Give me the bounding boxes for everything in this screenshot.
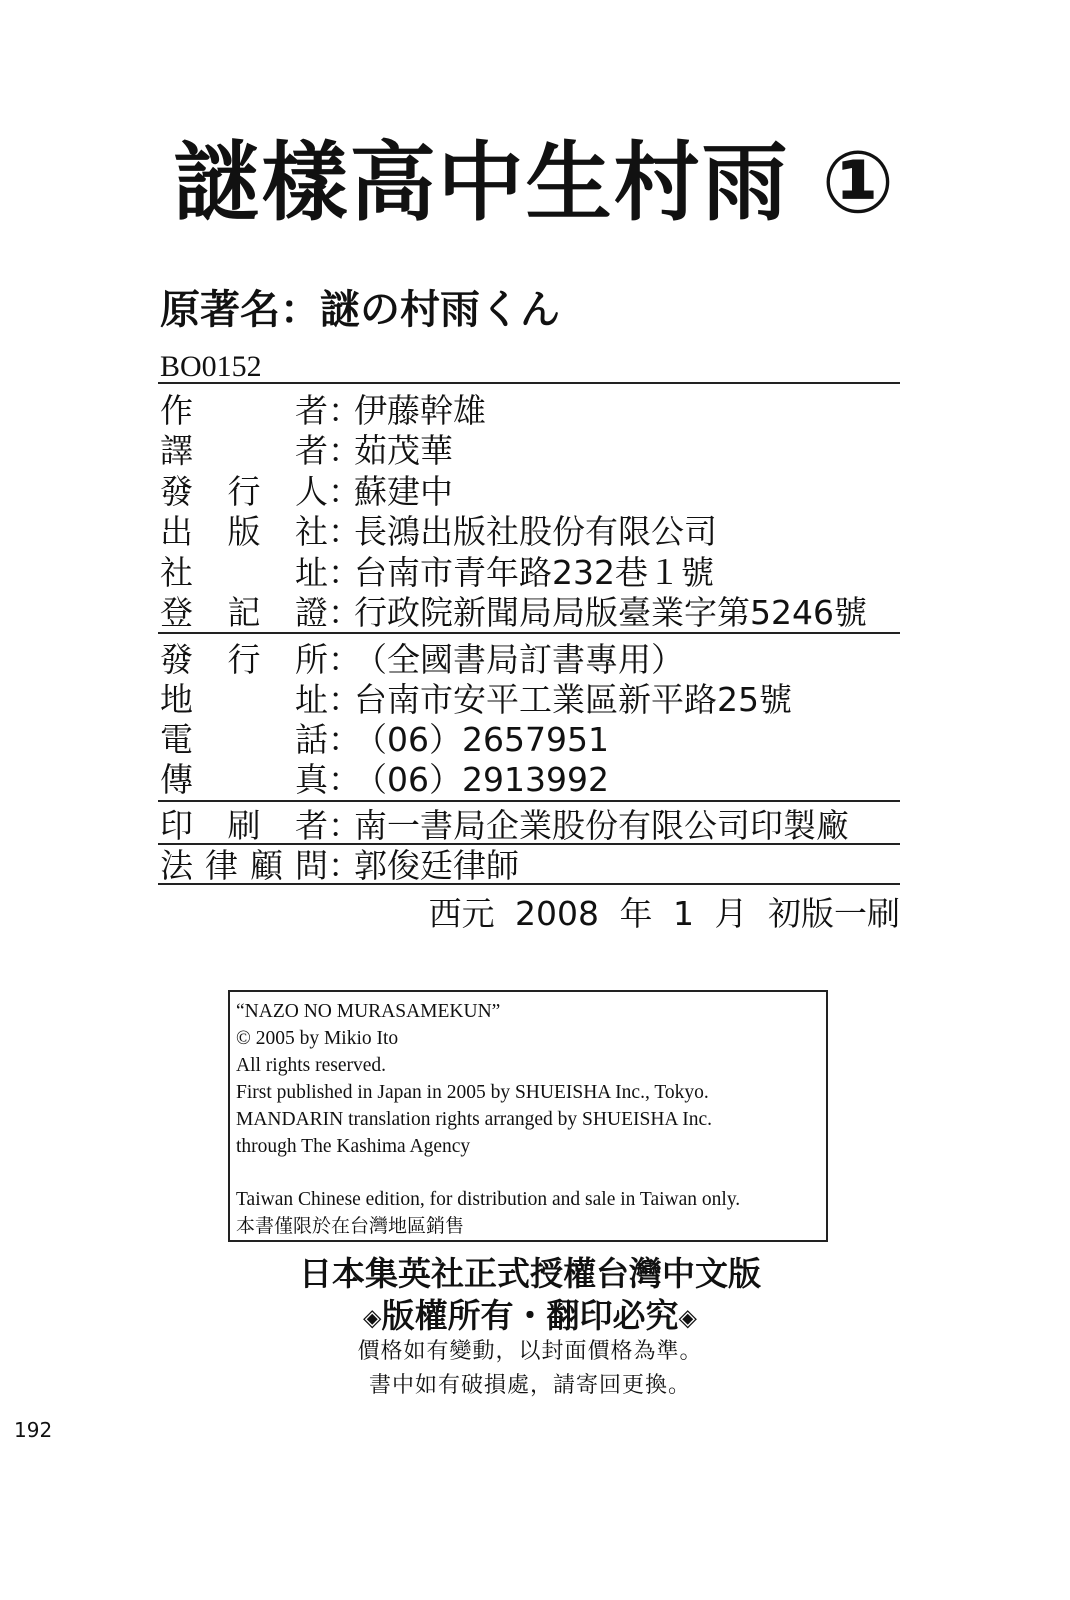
colon: ： [328,390,361,430]
info-value: 南一書局企業股份有限公司印製廠 [354,805,849,845]
colon: ： [328,431,361,470]
info-row [160,429,453,469]
info-row [160,469,453,509]
info-label: 印 刷 者 [160,805,328,845]
damage-notice: 書中如有破損處，請寄回更換。 [368,1373,691,1398]
colon: ： [328,471,361,511]
copyright-line: MANDARIN translation rights arranged by SHUEISHA Inc. [236,1109,713,1130]
info-label: 出 版 社 [160,512,328,551]
info-label: 法 律 顧 問 [160,845,328,885]
book-code: BO0152 [160,350,262,383]
colon: ： [328,552,361,592]
diamond-bullet-icon: ◈ [678,1303,697,1332]
info-value: （06）2913992 [354,759,609,799]
info-value: 伊藤幹雄 [354,390,486,430]
colon: ： [328,512,361,551]
info-label: 登 記 證 [160,593,328,632]
copyright-line: All rights reserved. [236,1055,387,1076]
info-row [160,591,867,631]
copyright-line: “NAZO NO MURASAMEKUN” [236,1001,501,1022]
edition-date: 西元 2008 年 1 月 初版一刷 [428,894,900,933]
info-row [160,803,849,843]
info-row [160,510,717,550]
info-value: （06）2657951 [354,719,609,759]
colon: ： [328,805,361,845]
colon: ： [328,759,361,799]
diamond-bullet-icon: ◈ [363,1303,382,1332]
info-value: 長鴻出版社股份有限公司 [354,512,717,551]
price-notice: 價格如有變動，以封面價格為準。 [357,1339,703,1364]
copyright-line: 本書僅限於在台灣地區銷售 [236,1215,465,1237]
colon: ： [328,593,361,632]
colon: ： [328,679,361,719]
divider [158,883,900,885]
book-title: 謎樣高中生村雨 ① [173,133,897,233]
copyright-line: © 2005 by Mikio Ito [236,1028,399,1049]
info-value: 台南市安平工業區新平路25號 [354,679,792,719]
info-value: 蘇建中 [354,471,453,511]
authorization-statement: 日本集英社正式授權台灣中文版 [299,1254,761,1293]
info-label: 地 址 [160,679,328,719]
info-label: 社 址 [160,552,328,592]
info-row [160,637,684,677]
info-row [160,388,486,428]
colon: ： [328,845,361,885]
copyright-line: through The Kashima Agency [236,1136,471,1157]
info-label: 傳 真 [160,759,328,799]
divider [158,843,900,845]
info-value: 台南市青年路232巷１號 [354,552,714,592]
info-value: （全國書局訂書專用） [354,639,684,679]
rights-text: 版權所有・翻印必究 [381,1296,679,1335]
info-value: 行政院新聞局局版臺業字第5246號 [354,593,867,632]
copyright-line: Taiwan Chinese edition, for distribution and sale in Taiwan only. [236,1189,741,1210]
info-label: 發 行 人 [160,471,328,511]
info-label: 譯 者 [160,431,328,470]
colon: ： [328,639,361,679]
copyright-box [228,990,828,1242]
info-row [160,550,714,590]
info-row [160,757,609,797]
info-value: 茹茂華 [354,431,453,470]
info-label: 發 行 所 [160,639,328,679]
original-title: 原著名：謎の村雨くん [160,287,560,333]
info-row [160,843,519,883]
page-number: 192 [14,1418,53,1442]
info-row [160,677,792,717]
copyright-line: First published in Japan in 2005 by SHUEISHA Inc., Tokyo. [236,1082,709,1103]
info-value: 郭俊廷律師 [354,845,519,885]
colon: ： [328,719,361,759]
info-label: 作 者 [160,390,328,430]
info-label: 電 話 [160,719,328,759]
rights-statement [0,1290,1060,1337]
info-row [160,717,609,757]
